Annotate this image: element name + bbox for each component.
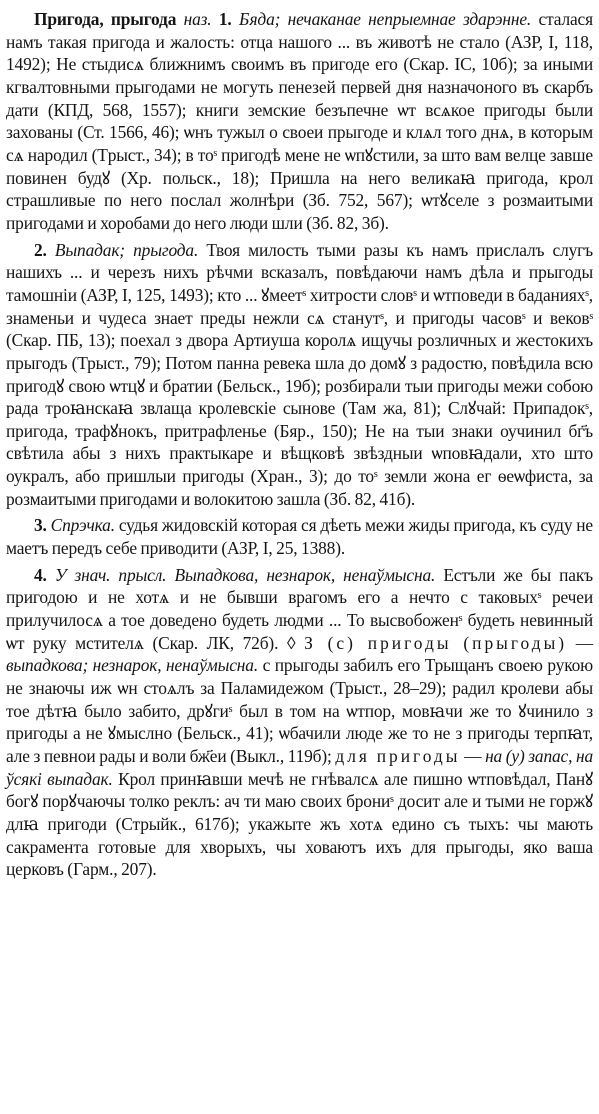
sense-definition: Спрэчка.	[46, 515, 115, 536]
sense-number: 1.	[218, 9, 232, 29]
entry-sense-1	[6, 8, 593, 235]
sense-citations: сталася намъ такая пригода и жалость: отца нашого ... въ животѣ не стало (АЗР, І, 118, 1492); Не стыдисѧ ближнимъ своимъ въ пригоде его (Скар. IС, 10б); за иными кгвалтовными прыгодами не могуть пенезей первей дня назначоного въ скарбъ дати (КПД, 568, 1557); книги земские безъпечне ѡт всѧкое пригоды были захованы (Ст. 1566, 46); ѡнъ тужыл о своеи прыгоде и клѧл того днѧ, в которым сѧ народил (Тpыст., 34); в тоˢ пригодѣ мене не ѡпꙋстили, за што вам велце завше повинен будꙋ (Хр. польск., 18); Пришла на него великаꙗ пригода, крол страшливые по него послал жолнѣри (Зб. 752, 567); ѡтꙋселе з розмаитыми пригодами и хоробами до него люди шли (Зб. 82, 3б).	[6, 9, 593, 233]
sense-citations: судья жидовскій которая ся дѣеть межи жиды пригода, къ суду не маетъ передъ себе приводити (АЗР, І, 25, 1388).	[6, 515, 593, 559]
entry-sense-2	[6, 239, 593, 511]
sense-definition: Выпадак; прыгода.	[46, 239, 199, 260]
dictionary-entry	[6, 8, 593, 881]
sense-citations: Естъли же бы пакъ пригодою и не хотѧ и не бывши врагомъ его а нечто с таковыхˢ речеи прилучилосѧ а тое доведено будеть людми ... То высвобоженˢ будеть невинный ѡт руку мстителѧ (Скар. ЛК, 72б). ◊	[6, 564, 594, 653]
sense-definition: Бяда; нечаканае непрыемнае здарэнне.	[231, 9, 532, 29]
phrase-citations: Крол принꙗвши мечѣ не гнѣвалсѧ але пишно ѡтповѣдал, Панꙋ богꙋ порꙋчаючы толко реклъ: ач ти маю своих брониˢ досит але и тыми не горжꙋ длꙗ пригоди (Стрыйк., 617б); укажыте жъ хотѧ едино съ тыхъ: чы мають сакрамента готовые для хворыхъ, чы ховаютъ ихъ для прыгоды, яко ваша церковъ (Гарм., 207).	[6, 768, 593, 880]
phrase-definition: выпадкова; незнарок, ненаўмысна.	[6, 655, 259, 676]
phrase-dash: —	[460, 746, 486, 766]
phrase-headword: З (с) пригоды (прыгоды)	[304, 632, 568, 653]
sense-number: 2.	[34, 239, 47, 260]
sense-number: 4.	[34, 564, 47, 585]
sense-citations: Твоя милость тыми разы къ намъ прислалъ слугъ нашихъ ... и черезъ нихъ рѣчми всказалъ, повѣдаючи намъ дѣла и прыгоды тамошнiи (АЗР, І, 125, 1493); кто ... ꙋмеетˢ хитрости словˢ и ѡтповеди в баданияхˢ, знаменьи и чудеса знает преды нежли сѧ станутˢ, и пригоды часовˢ и вековˢ (Скар. ПБ, 13); поехал з двора Артиуша королѧ ищучы розличных и жестокихъ прыгодъ (Трыст., 79); Потом панна ревека шла до домꙋ з радостю, повѣдила всю пригодꙋ свою ѡтцꙋ и братии (Бельск., 19б); розбирали тыи пригоды межи собою рада троꙗнскаꙗ звлаща кролевскіе сынове (Там жа, 81); Слꙋчай: Припадокˢ, пригода, трафꙋнокъ, притрафленье (Бяр., 150); Не на тыи знаки оучинил бг҃ъ свѣтила абы з нихъ практыкаре и вѣщковѣ звѣздныи ѡповꙗдали, хто што оукралъ, або пришлыи пригоды (Хран., 3); до тоˢ земли жона ег ѳеѡфиста, за розмаитыми пригодами и волокитою зашла (Зб. 82, 41б).	[6, 239, 593, 509]
phrase-dash: —	[567, 632, 593, 653]
entry-sense-4	[6, 564, 593, 881]
phrase-citations: с прыгоды забилъ его Трыщанъ своею рукою не знаючы иж ѡн стоѧлъ за Паламидежом (Трыст., 28–29); радил кролеви абы тое дѣтꙗ было забито, дрꙋгиˢ был в том на ѡтпор, мовꙗчи же то ꙋчинило з пригоды а не ꙋмыслно (Бельск., 41); ѡбачили люде же то не з пригоды терпꙗт, але з певнои рады и воли бж҃еи (Выкл., 119б);	[6, 655, 593, 766]
headword: Пригода, прыгода	[34, 9, 177, 29]
phrase-headword: для пригоды	[335, 746, 461, 766]
phrase-definition: на (у) запас, на ўсякі выпадак.	[6, 746, 594, 789]
sense-number: 3.	[34, 515, 47, 536]
grammar-label: наз.	[176, 9, 219, 29]
entry-sense-3	[6, 514, 593, 559]
sense-definition: У знач. прысл. Выпадкова, незнарок, ненаўмысна.	[46, 564, 436, 585]
